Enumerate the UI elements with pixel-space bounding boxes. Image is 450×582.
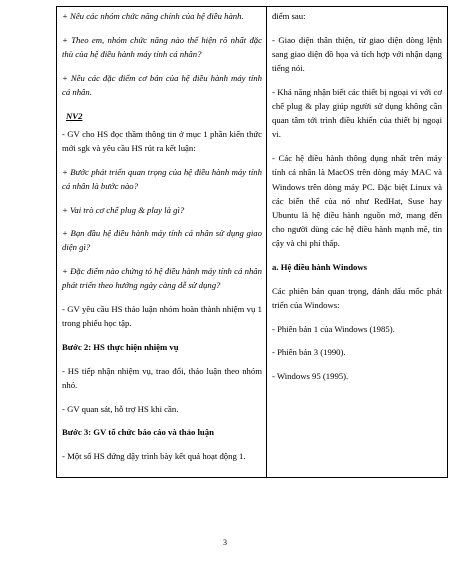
step-2-heading: Bước 2: HS thực hiện nhiệm vụ [62, 341, 179, 352]
instruction-group-discussion: - GV yêu cầu HS thảo luận nhóm hoàn thành nhiệm vụ 1 trong phiếu học tập. [62, 304, 262, 329]
question-initial-interface: + Bạn đầu hệ điều hành máy tính cá nhân sử dụng giao diện gì? [62, 228, 262, 253]
question-distinct-function: + Theo em, nhóm chức năng nào thể hiện rõ nhất đặc thù của hệ điều hành máy tính cá nhân? [62, 34, 262, 59]
windows-version-3: - Phiên bản 3 (1990). [272, 347, 346, 358]
question-ease-of-use: + Đặc điểm nào chứng tỏ hệ điều hành máy tính cá nhân phát triển theo hướng ngày càng dễ sử dụng? [62, 266, 262, 291]
features-intro: điểm sau: [272, 11, 306, 21]
instruction-read-text: - GV cho HS đọc thầm thông tin ở mục 1 phần kiến thức mới sgk và yêu cầu HS rút ra kết luận: [62, 128, 262, 153]
question-development-step: + Bước phát triển quan trọng của hệ điều hành máy tính cá nhân là bước nào? [62, 166, 262, 191]
content-cell [267, 7, 448, 478]
feature-plug-and-play: - Khả năng nhận biết các thiết bị ngoại vi với cơ chế plug & play giúp người sử dụng không cần quan tâm tới trình điều khiển của thiết bị ngoại vi. [272, 86, 442, 140]
common-operating-systems: - Các hệ điều hành thông dụng nhất trên máy tính cá nhân là MacOS trên dòng máy MAC và Windows trên dòng máy PC. Đặc biệt Linux và các biến thể của nó như RedHat, Suse hay Ubuntu là hệ điều hành nguồn mở, mang đến cho người dùng các hệ điều hành mạnh mẽ, tin cậy và chi phí thấp. [272, 153, 442, 249]
table-row [57, 7, 448, 478]
question-main-functions: + Nêu các nhóm chức năng chính của hệ điều hành. [62, 11, 244, 21]
windows-95: - Windows 95 (1995). [272, 371, 349, 382]
step-3-present: - Một số HS đứng dậy trình bày kết quả hoạt động 1. [62, 450, 246, 461]
question-basic-features: + Nêu các đặc điểm cơ bản của hệ điều hành máy tính cá nhân. [62, 72, 262, 97]
feature-friendly-interface: - Giao diện thân thiện, từ giao diện dòng lệnh sang giao diện đồ họa và tích hợp với nhận dạng tiếng nói. [272, 34, 442, 74]
windows-versions-intro: Các phiên bản quan trọng, đánh dấu mốc phát triển của Windows: [272, 285, 442, 310]
windows-version-1: - Phiên bản 1 của Windows (1985). [272, 323, 395, 334]
step-3-heading: Bước 3: GV tổ chức báo cáo và thảo luận [62, 427, 214, 438]
step-2-observe: - GV quan sát, hỗ trợ HS khi cần. [62, 403, 179, 414]
windows-heading: a. Hệ điều hành Windows [272, 262, 368, 273]
page-number: 3 [223, 538, 227, 547]
question-plug-and-play: + Vai trò cơ chế plug & play là gì? [62, 204, 185, 215]
step-2-receive-task: - HS tiếp nhận nhiệm vụ, trao đổi, thảo luận theo nhóm nhỏ. [62, 365, 262, 390]
task-heading-nv2: NV2 [66, 110, 83, 121]
lesson-table [56, 6, 448, 478]
teacher-activity-cell [57, 7, 267, 478]
